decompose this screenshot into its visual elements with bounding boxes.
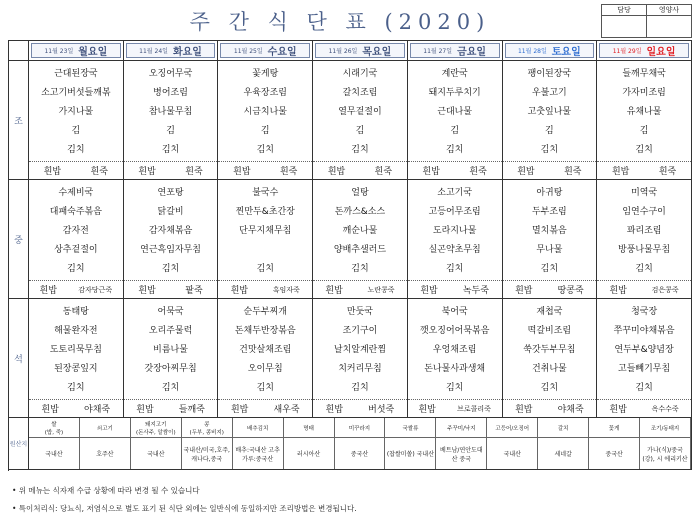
rice-label: 흰밥: [325, 286, 343, 296]
menu-item: 돈나물사과생채: [424, 364, 486, 374]
menu-items: [313, 180, 407, 280]
origin-column: [436, 418, 487, 469]
meal-cell: [597, 180, 692, 299]
side-row: [597, 280, 691, 298]
menu-item: 임연수구이: [622, 207, 666, 217]
menu-item: 오징어무국: [148, 69, 193, 79]
menu-item: 고춧잎나물: [527, 107, 572, 117]
menu-items: [597, 61, 691, 161]
menu-item: 건취나물: [531, 364, 567, 374]
menu-items: [124, 61, 218, 161]
menu-items: [29, 61, 123, 161]
meal-label-breakfast: 조: [9, 61, 29, 180]
menu-item: 돼지두루치기: [428, 88, 481, 98]
rice-label: 흰밥: [230, 286, 249, 296]
rice-label: 흰밥: [515, 405, 533, 415]
origin-value: (찹쌀미쏠) 국내산: [386, 451, 434, 458]
menu-item: 김: [260, 126, 270, 136]
day-name: 일요일: [646, 47, 676, 58]
side-row: [597, 399, 691, 417]
weekly-menu-table: [8, 40, 692, 470]
menu-item: 얼탕: [351, 188, 369, 198]
side-row: [29, 280, 123, 298]
menu-items: [503, 180, 597, 280]
approval-label-dietitian: 영양사: [647, 5, 692, 16]
day-name: 화요일: [172, 47, 202, 58]
meal-cell: [29, 299, 124, 418]
meal-label-lunch: 중: [9, 180, 29, 299]
note-1: • 위 메뉴는 식자재 수급 상황에 따라 변경 될 수 있습니다: [12, 486, 200, 495]
menu-item: 소고기버섯들깨볶: [41, 88, 111, 98]
porridge-label: 흰죽: [658, 167, 677, 177]
rice-label: 흰밥: [609, 405, 627, 415]
menu-item: 오이무침: [247, 364, 283, 374]
side-row: [503, 161, 597, 179]
meal-cell: [502, 299, 597, 418]
menu-item: 소고기국: [437, 188, 473, 198]
meal-cell: [218, 180, 313, 299]
menu-item: 김치: [256, 383, 274, 393]
menu-item: 미역국: [631, 188, 658, 198]
meal-cell: [29, 180, 124, 299]
day-date: 11월 27일: [423, 48, 453, 55]
day-header: [31, 43, 121, 58]
porridge-label: 검은콩죽: [651, 285, 679, 294]
menu-item: 김치: [351, 383, 369, 393]
porridge-label: 흰죽: [374, 167, 393, 177]
side-row: [124, 161, 218, 179]
menu-item: 유채나물: [626, 107, 662, 117]
origin-label: 원산지: [9, 418, 29, 470]
porridge-label: 브로콜리죽: [457, 404, 491, 413]
menu-item: 무나물: [536, 245, 563, 255]
menu-item: 김치: [67, 264, 85, 274]
note-2: • 특이처리식: 당뇨식, 저염식으로 별도 표기 된 식단 외에는 일반식에 동일하지만 조리방법은 변경됩니다.: [12, 504, 357, 513]
rice-label: 흰밥: [515, 286, 533, 296]
meal-cell: [313, 180, 408, 299]
porridge-label: 흰죽: [185, 167, 203, 177]
rice-label: 흰밥: [517, 167, 535, 177]
rice-label: 흰밥: [422, 167, 440, 177]
origin-item-sub: (밥, 죽): [44, 429, 64, 436]
menu-item: 양배추샐러드: [333, 245, 387, 255]
porridge-label: 땅콩죽: [557, 286, 584, 296]
menu-item: 김: [355, 126, 365, 136]
menu-item: 돈까스&소스: [334, 207, 386, 217]
menu-item: 시금치나물: [243, 107, 287, 117]
menu-item: 꽈리조림: [626, 226, 662, 236]
origin-item: 배추김치: [247, 425, 269, 432]
menu-items: [218, 299, 312, 399]
porridge-label: 감자당근죽: [78, 285, 113, 294]
menu-item: 김: [166, 126, 175, 136]
porridge-label: 야채죽: [557, 405, 584, 415]
side-row: [218, 161, 312, 179]
menu-items: [124, 299, 218, 399]
porridge-label: 버섯죽: [368, 405, 395, 415]
porridge-label: 옥수수죽: [651, 404, 679, 413]
menu-item: 근대된장국: [54, 69, 98, 79]
origin-column: [284, 418, 335, 469]
side-row: [218, 280, 312, 298]
side-row: [408, 399, 502, 417]
origin-column: [335, 418, 386, 469]
rice-label: 흰밥: [41, 405, 59, 415]
day-header: [315, 43, 405, 58]
menu-item: 근대나물: [437, 107, 473, 117]
side-row: [503, 280, 597, 298]
menu-item: 우엉채조림: [432, 345, 477, 355]
meal-cell: [597, 61, 692, 180]
menu-items: [503, 61, 597, 161]
porridge-label: 들깨죽: [178, 405, 205, 415]
menu-items: [313, 299, 407, 399]
origin-value: 베트남/연안도대산 중국: [440, 446, 483, 463]
origin-value: 호주산: [96, 451, 114, 458]
approval-sign-dietitian[interactable]: [647, 16, 692, 38]
meal-cell: [123, 299, 218, 418]
menu-item: 재첩국: [536, 307, 563, 317]
menu-item: 김치: [161, 264, 180, 274]
menu-item: 순두부찌개: [243, 307, 287, 317]
menu-item: 쑥갓두부무침: [523, 345, 576, 355]
menu-item: 김치: [540, 383, 559, 393]
menu-item: 김치: [540, 264, 559, 274]
approval-label-staff: 담당: [602, 5, 647, 16]
menu-item: 깨순나물: [342, 226, 378, 236]
menu-item: 우육장조림: [243, 88, 287, 98]
menu-item: 만둣국: [346, 307, 373, 317]
origin-item: 국쌀류: [402, 425, 419, 432]
menu-item: 계란국: [441, 69, 468, 79]
corner-cell: [9, 41, 29, 61]
day-name: 수요일: [267, 47, 297, 58]
menu-item: 김치: [67, 383, 85, 393]
menu-items: [408, 61, 502, 161]
origin-column: [131, 418, 182, 469]
menu-item: 들깨무채국: [622, 69, 666, 79]
day-date: 11월 23일: [44, 48, 74, 55]
approval-box: [601, 4, 692, 38]
day-name: 월요일: [78, 47, 108, 58]
origin-column: [182, 418, 233, 469]
menu-item: 연근흑임자무침: [140, 245, 201, 255]
porridge-label: 새우죽: [273, 405, 300, 415]
origin-column: [29, 418, 80, 469]
menu-item: 감자채볶음: [148, 226, 193, 236]
rice-label: 흰밥: [420, 286, 438, 296]
side-row: [313, 399, 407, 417]
menu-item: 건맛살채조림: [239, 345, 292, 355]
rice-label: 흰밥: [325, 405, 344, 415]
day-header-cell: [313, 41, 408, 61]
menu-item: 김치: [635, 383, 653, 393]
rice-label: 흰밥: [327, 167, 346, 177]
porridge-label: 흑임자죽: [272, 285, 300, 294]
menu-item: 동태탕: [62, 307, 89, 317]
menu-item: 참나물무침: [148, 107, 193, 117]
day-header-cell: [218, 41, 313, 61]
approval-sign-staff[interactable]: [602, 16, 647, 38]
side-row: [124, 399, 218, 417]
menu-item: 단무지채무침: [239, 226, 292, 236]
menu-item: 두부조림: [531, 207, 567, 217]
menu-item: 오리주물럭: [148, 326, 193, 336]
day-date: 11월 26일: [328, 48, 358, 55]
menu-item: 대패숙주볶음: [49, 207, 102, 217]
menu-item: 고들빼기무침: [618, 364, 671, 374]
menu-item: 고등어무조림: [428, 207, 481, 217]
menu-item: 수제비국: [58, 188, 94, 198]
menu-item: 팽이된장국: [527, 69, 572, 79]
day-name: 토요일: [551, 47, 581, 58]
menu-item: 연포탕: [157, 188, 184, 198]
menu-item: 김치: [351, 264, 369, 274]
day-date: 11월 24일: [139, 48, 168, 55]
menu-item: 아귀탕: [536, 188, 563, 198]
rice-label: 흰밥: [138, 286, 156, 296]
day-header: [220, 43, 310, 58]
origin-item: 미꾸라지: [348, 425, 371, 432]
menu-items: [29, 299, 123, 399]
origin-item: 고등어/오징어: [495, 425, 530, 432]
menu-item: 김치: [635, 264, 653, 274]
meal-cell: [313, 61, 408, 180]
origin-item: 주꾸미/낙지: [447, 425, 476, 432]
origin-value: 국내산/미국,호주,캐나다,중국: [183, 446, 230, 463]
meal-cell: [29, 61, 124, 180]
origin-item: 쌀: [51, 421, 57, 428]
menu-item: 날치알계란찜: [333, 345, 387, 355]
menu-item: 도라지나물: [432, 226, 477, 236]
origin-table-cell: [29, 418, 692, 470]
rice-label: 흰밥: [611, 167, 630, 177]
menu-item: 상추겉절이: [54, 245, 98, 255]
meal-cell: [218, 61, 313, 180]
menu-item: 꽃게탕: [252, 69, 279, 79]
porridge-label: 노란콩죽: [367, 285, 395, 294]
side-row: [313, 280, 407, 298]
origin-item: 갈치: [557, 425, 569, 432]
side-row: [313, 161, 407, 179]
menu-items: [218, 61, 312, 161]
notes: [12, 482, 357, 518]
porridge-label: 흰죽: [90, 167, 108, 177]
side-row: [29, 161, 123, 179]
menu-items: [313, 61, 407, 161]
meal-cell: [313, 299, 408, 418]
origin-value: 국내산: [147, 451, 165, 458]
menu-item: 방풍나물무침: [618, 245, 671, 255]
side-row: [29, 399, 123, 417]
menu-item: 찐만두&초간장: [235, 207, 295, 217]
day-header-cell: [29, 41, 124, 61]
menu-item: 김치: [351, 145, 369, 155]
menu-item: 닭갈비: [157, 207, 184, 217]
porridge-label: 흰죽: [469, 167, 487, 177]
menu-item: 김: [71, 126, 81, 136]
origin-value: 세네갈: [554, 451, 572, 458]
menu-item: 김: [639, 126, 649, 136]
menu-item: 어묵국: [157, 307, 184, 317]
day-header-cell: [597, 41, 692, 61]
meal-cell: [218, 299, 313, 418]
porridge-label: 야채죽: [84, 405, 111, 415]
porridge-label: 흰죽: [564, 167, 582, 177]
day-date: 11월 29일: [612, 48, 642, 55]
meal-cell: [407, 299, 502, 418]
menu-item: 김치: [161, 145, 180, 155]
menu-item: 김치: [161, 383, 180, 393]
origin-item-sub: (두부, 콩비지): [189, 429, 224, 436]
side-row: [597, 161, 691, 179]
origin-column: [385, 418, 436, 469]
day-header: [126, 43, 216, 58]
origin-value: 국내산: [503, 451, 521, 458]
side-row: [218, 399, 312, 417]
origin-item: 조기/동태지: [650, 425, 680, 432]
side-row: [124, 280, 218, 298]
meal-cell: [123, 61, 218, 180]
rice-label: 흰밥: [609, 286, 627, 296]
menu-item: 된장콩잎지: [54, 364, 98, 374]
menu-item: 청국장: [631, 307, 658, 317]
menu-item: 떡갈비조림: [527, 326, 572, 336]
menu-item: 불국수: [252, 188, 279, 198]
rice-label: 흰밥: [136, 405, 154, 415]
porridge-label: 팥죽: [185, 286, 203, 296]
menu-item: 김치: [635, 145, 653, 155]
origin-column: [487, 418, 538, 469]
origin-value: 가나(식)/중국(강), 시 에리키산: [642, 446, 688, 463]
day-header: [599, 43, 689, 58]
menu-item: 김치: [256, 145, 274, 155]
origin-item: 명태: [303, 425, 314, 432]
menu-item: 도토리묵무침: [49, 345, 102, 355]
meal-cell: [123, 180, 218, 299]
rice-label: 흰밥: [230, 405, 249, 415]
menu-item: 김치: [256, 264, 274, 274]
menu-item: 김치: [540, 145, 559, 155]
menu-item: 가지나물: [58, 107, 94, 117]
origin-value: 중국산: [350, 451, 369, 458]
origin-column: [233, 418, 284, 469]
menu-items: [597, 180, 691, 280]
menu-item: 감자전: [62, 226, 89, 236]
menu-items: [29, 180, 123, 280]
menu-items: [408, 180, 502, 280]
menu-item: 갓장아찌무침: [144, 364, 197, 374]
origin-value: 중국산: [605, 451, 623, 458]
menu-items: [124, 180, 218, 280]
menu-item: 갈치조림: [342, 88, 378, 98]
menu-item: 열무겉절이: [338, 107, 382, 117]
day-header-cell: [407, 41, 502, 61]
origin-value: 러시아산: [296, 451, 321, 458]
menu-item: 김치: [445, 145, 464, 155]
menu-item: 조기구이: [342, 326, 378, 336]
origin-item: 콩: [204, 421, 210, 428]
meal-cell: [502, 180, 597, 299]
day-name: 목요일: [362, 47, 392, 58]
meal-cell: [502, 61, 597, 180]
menu-item: 치커리무침: [338, 364, 382, 374]
day-date: 11월 28일: [517, 48, 547, 55]
origin-column: [589, 418, 640, 469]
porridge-label: 흰죽: [279, 167, 298, 177]
menu-item: 돈채두반장볶음: [234, 326, 296, 336]
menu-item: 병어조림: [153, 88, 188, 98]
menu-items: [408, 299, 502, 399]
origin-column: [80, 418, 131, 469]
side-row: [408, 161, 502, 179]
menu-item: 김: [545, 126, 554, 136]
porridge-label: 녹두죽: [462, 286, 489, 296]
menu-item: 쭈꾸미야채볶음: [613, 326, 675, 336]
origin-item-sub: (돈사주, 알쌈이): [135, 429, 176, 436]
day-header-cell: [502, 41, 597, 61]
menu-items: [597, 299, 691, 399]
origin-column: [538, 418, 589, 469]
menu-item: 김치: [445, 264, 464, 274]
menu-item: 멸치볶음: [531, 226, 567, 236]
rice-label: 흰밥: [43, 167, 62, 177]
menu-item: 김: [450, 126, 460, 136]
origin-value: 국내산: [45, 451, 63, 458]
menu-item: 깻오징어어묵볶음: [419, 326, 490, 336]
day-name: 금요일: [457, 47, 487, 58]
meal-label-dinner: 석: [9, 299, 29, 418]
rice-label: 흰밥: [233, 167, 251, 177]
menu-item: 실곤약초무침: [428, 245, 481, 255]
origin-value: 배추:국내산 고추가루:중국산: [235, 446, 280, 463]
side-row: [503, 399, 597, 417]
menu-item: 북어국: [441, 307, 468, 317]
menu-item: 가자미조림: [622, 88, 666, 98]
menu-item: 김치: [445, 383, 464, 393]
meal-cell: [407, 180, 502, 299]
menu-item: 비름나물: [153, 345, 188, 355]
menu-item: 김치: [67, 145, 85, 155]
menu-item: [218, 241, 312, 260]
meal-cell: [407, 61, 502, 180]
origin-item: 돼지고기: [145, 421, 167, 428]
origin-column: [640, 418, 691, 469]
rice-label: 흰밥: [138, 167, 156, 177]
menu-items: [503, 299, 597, 399]
page-title: 주 간 식 단 표 (2020): [189, 10, 491, 34]
day-header: [410, 43, 500, 58]
meal-cell: [597, 299, 692, 418]
day-date: 11월 25일: [233, 48, 263, 55]
rice-label: 흰밥: [39, 286, 58, 296]
menu-item: 연두부&양념장: [614, 345, 674, 355]
rice-label: 흰밥: [418, 405, 436, 415]
menu-item: 우불고기: [531, 88, 567, 98]
side-row: [408, 280, 502, 298]
origin-item: 꽃게: [608, 425, 620, 432]
origin-item: 쇠고기: [96, 425, 113, 432]
day-header: [505, 43, 595, 58]
menu-item: 해물완자전: [54, 326, 98, 336]
menu-items: [218, 180, 312, 280]
day-header-cell: [123, 41, 218, 61]
menu-item: 시래기국: [342, 69, 378, 79]
